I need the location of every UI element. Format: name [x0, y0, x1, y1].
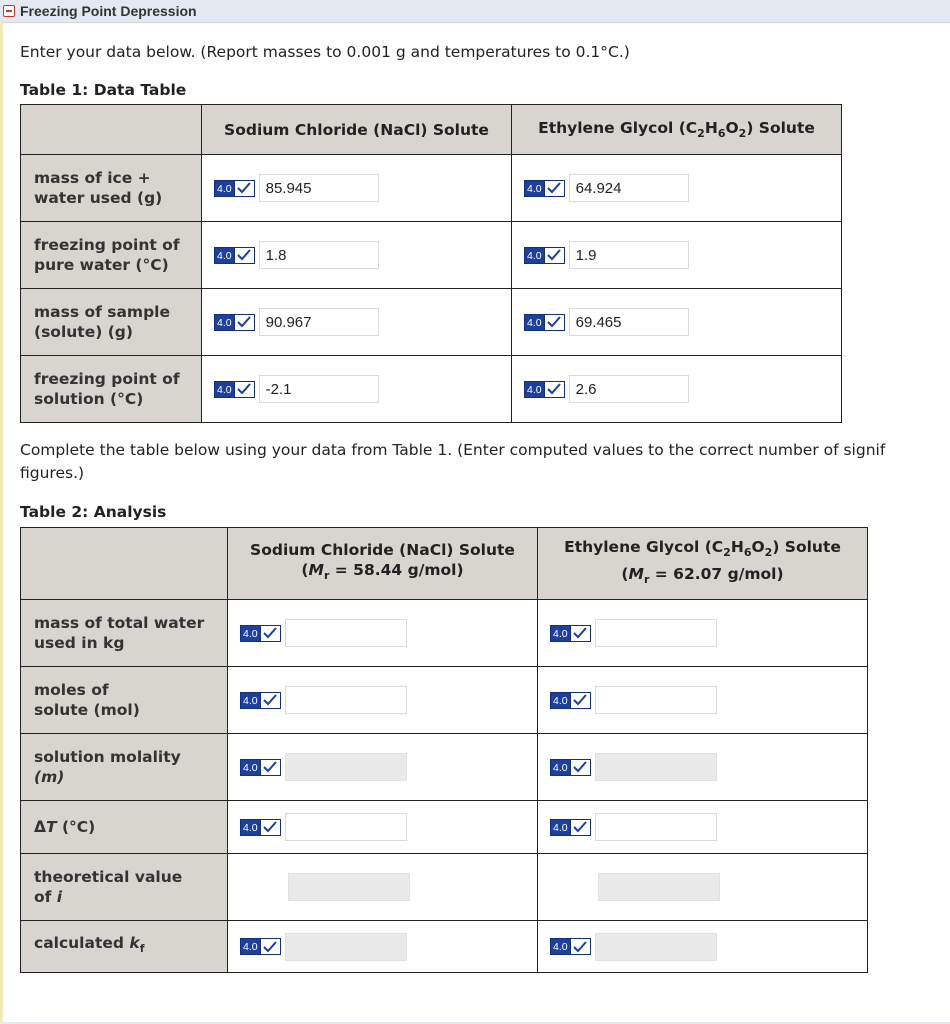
col-header-ethylene-glycol: Ethylene Glycol $(C_2H_6O_2)$ Solute ($M_r = 62.07$ g/mol)	[538, 528, 868, 600]
row-label: mass of ice + water used (g)	[21, 155, 202, 222]
table-header-row	[21, 105, 842, 155]
table-row	[21, 801, 868, 854]
row-label: mass of total water used in kg	[21, 600, 228, 667]
checkmark-icon	[571, 759, 591, 776]
checkmark-icon	[261, 759, 281, 776]
row-label: mass of sample (solute) (g)	[21, 289, 202, 356]
eg-moles-input[interactable]	[595, 686, 717, 714]
version-badge: 4.0	[214, 314, 255, 331]
row-label: moles of solute (mol)	[21, 667, 228, 734]
checkmark-icon	[261, 625, 281, 642]
corner-cell	[21, 105, 202, 155]
checkmark-icon	[571, 819, 591, 836]
nacl-mass-ice-water-input[interactable]: 85.945	[259, 174, 379, 202]
table-row	[21, 921, 868, 973]
version-badge: 4.0	[550, 759, 591, 776]
checkmark-icon	[235, 247, 255, 264]
analysis-instructions: Complete the table below using your data from Table 1. (Enter computed values to the correct number of signif figures.)	[20, 441, 886, 482]
analysis-table	[20, 527, 868, 973]
row-label: freezing point of solution (°C)	[21, 356, 202, 423]
table-row	[21, 667, 868, 734]
nacl-theoretical-i-field	[288, 873, 410, 901]
version-badge: 4.0	[550, 819, 591, 836]
version-badge: 4.0	[550, 938, 591, 955]
nacl-fp-pure-water-input[interactable]: 1.8	[259, 241, 379, 269]
table-row	[21, 356, 842, 423]
eg-fp-solution-input[interactable]: 2.6	[569, 375, 689, 403]
eg-fp-pure-water-input[interactable]: 1.9	[569, 241, 689, 269]
row-label: solution molality (m)	[21, 734, 228, 801]
eg-delta-t-input[interactable]	[595, 813, 717, 841]
eg-kf-field	[595, 933, 717, 961]
nacl-mass-sample-input[interactable]: 90.967	[259, 308, 379, 336]
version-badge: 4.0	[214, 247, 255, 264]
version-badge: 4.0	[214, 381, 255, 398]
row-label: ΔT (°C)	[21, 801, 228, 854]
eg-theoretical-i-field	[598, 873, 720, 901]
row-label: freezing point of pure water (°C)	[21, 222, 202, 289]
checkmark-icon	[235, 381, 255, 398]
table-row	[21, 155, 842, 222]
checkmark-icon	[235, 314, 255, 331]
checkmark-icon	[571, 625, 591, 642]
table-row	[21, 600, 868, 667]
checkmark-icon	[545, 247, 565, 264]
data-table	[20, 104, 842, 423]
nacl-delta-t-input[interactable]	[285, 813, 407, 841]
section-title: Freezing Point Depression	[20, 3, 197, 19]
table2-caption: Table 2: Analysis	[20, 503, 167, 521]
version-badge: 4.0	[214, 180, 255, 197]
version-badge: 4.0	[550, 625, 591, 642]
checkmark-icon	[261, 692, 281, 709]
left-margin-rule	[0, 22, 3, 1024]
eg-molality-field	[595, 753, 717, 781]
nacl-moles-input[interactable]	[285, 686, 407, 714]
nacl-kf-field	[285, 933, 407, 961]
table-row	[21, 734, 868, 801]
version-badge: 4.0	[240, 938, 281, 955]
checkmark-icon	[261, 819, 281, 836]
data-entry-instructions: Enter your data below. (Report masses to 0.001 g and temperatures to 0.1°C.)	[20, 43, 630, 61]
col-header-nacl: Sodium Chloride (NaCl) Solute	[202, 105, 512, 155]
checkmark-icon	[571, 938, 591, 955]
version-badge: 4.0	[524, 381, 565, 398]
version-badge: 4.0	[524, 180, 565, 197]
version-badge: 4.0	[524, 314, 565, 331]
table-row	[21, 289, 842, 356]
table-header-row	[21, 528, 868, 600]
row-label: calculated $k_f$	[21, 921, 228, 973]
version-badge: 4.0	[240, 692, 281, 709]
eg-mass-sample-input[interactable]: 69.465	[569, 308, 689, 336]
nacl-water-kg-input[interactable]	[285, 619, 407, 647]
col-header-nacl: Sodium Chloride (NaCl) Solute ($M_r = 58.44$ g/mol)	[228, 528, 538, 600]
row-label: theoretical value of i	[21, 854, 228, 921]
col-header-ethylene-glycol: Ethylene Glycol $(C_2H_6O_2)$ Solute	[512, 105, 842, 155]
table-row	[21, 222, 842, 289]
checkmark-icon	[545, 381, 565, 398]
checkmark-icon	[545, 314, 565, 331]
checkmark-icon	[261, 938, 281, 955]
version-badge: 4.0	[240, 625, 281, 642]
version-badge: 4.0	[240, 759, 281, 776]
eg-water-kg-input[interactable]	[595, 619, 717, 647]
table-row	[21, 854, 868, 921]
eg-mass-ice-water-input[interactable]: 64.924	[569, 174, 689, 202]
checkmark-icon	[545, 180, 565, 197]
version-badge: 4.0	[240, 819, 281, 836]
corner-cell	[21, 528, 228, 600]
nacl-molality-field	[285, 753, 407, 781]
checkmark-icon	[235, 180, 255, 197]
table1-caption: Table 1: Data Table	[20, 81, 187, 99]
version-badge: 4.0	[524, 247, 565, 264]
section-header	[0, 0, 950, 23]
collapse-icon[interactable]	[3, 5, 15, 17]
nacl-fp-solution-input[interactable]: -2.1	[259, 375, 379, 403]
version-badge: 4.0	[550, 692, 591, 709]
checkmark-icon	[571, 692, 591, 709]
